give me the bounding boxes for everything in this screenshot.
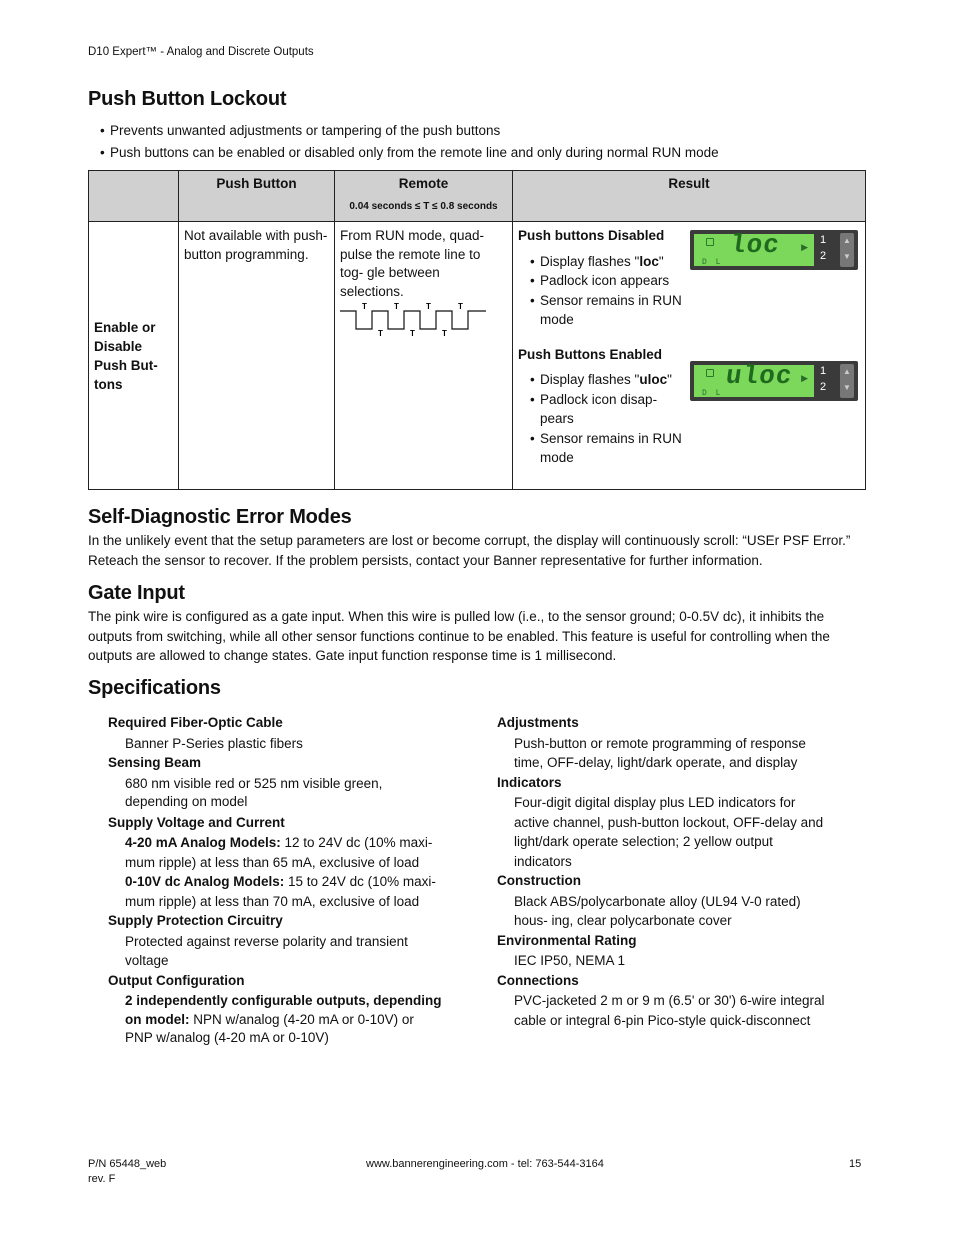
push-button-lockout-heading: Push Button Lockout: [88, 88, 287, 110]
remote-timing-subheader: 0.04 seconds ≤ T ≤ 0.8 seconds: [349, 201, 498, 212]
spec-column-right: [497, 713, 832, 1030]
result-disabled-list: [518, 252, 688, 330]
result-disabled-item-2: • Padlock icon appears: [530, 271, 688, 291]
table-header-remote: [335, 171, 513, 222]
channel-1-indicator: 1: [820, 365, 827, 377]
specifications-heading: Specifications: [88, 677, 221, 699]
spec-supply-a: 4-20 mA Analog Models: 12 to 24V dc (10% maxi- mum ripple) at less than 65 mA, exclusive of load: [125, 835, 433, 870]
spec-adjust-desc: Push-button or remote programming of response time, OFF-delay, light/dark operate, and display: [514, 735, 806, 770]
spec-output-desc: 2 independently configurable outputs, depending on model: NPN w/analog (4-20 mA or 0-10V) or PNP w/analog (4-20 mA or 0-10V): [125, 993, 442, 1045]
up-arrow-icon: ▲: [843, 367, 851, 376]
channel-2-indicator: 2: [820, 381, 827, 393]
gate-input-text: The pink wire is configured as a gate input. When this wire is pulled low (i.e., to the sensor ground; 0-0.5V dc), it inhibits the outputs from switching, while all other sensor functions continue to be enabled. This feature is useful for controlling when the outputs are allowed to change states. Gate input function response time is 1 millisecond.: [88, 609, 830, 663]
result-disabled: [518, 227, 688, 330]
self-diagnostic-text: In the unlikely event that the setup parameters are lost or become corrupt, the display will continuously scroll: “USEr PSF Error.” Reteach the sensor to recover. If the problem persists, contact your Banner representative for further information.: [88, 533, 851, 568]
spec-protection-desc: Protected against reverse polarity and transient voltage: [125, 933, 408, 968]
lockout-bullet-list: [100, 120, 719, 164]
spec-conn-desc: PVC-jacketed 2 m or 9 m (6.5' or 30') 6-wire integral cable or integral 6-pin Pico-style quick-disconnect: [514, 993, 825, 1028]
lcd-dl-indicator: D L: [702, 258, 723, 267]
lockout-bullet-2: • Push buttons can be enabled or disabled only from the remote line and only during normal RUN mode: [100, 142, 719, 164]
pulse-label-t1: T: [362, 303, 367, 311]
quad-pulse-diagram: [340, 303, 490, 337]
result-disabled-title: Push buttons Disabled: [518, 228, 665, 243]
padlock-icon: [706, 369, 714, 377]
pulse-label-t2: T: [394, 303, 399, 311]
pulse-label-t5: T: [378, 329, 383, 337]
lcd-value-uloc: uloc: [723, 361, 795, 391]
spec-conn-title: Connections: [497, 972, 579, 988]
channel-2-indicator: 2: [820, 250, 827, 262]
play-arrow-icon: ▶: [801, 242, 808, 252]
up-arrow-icon: ▲: [843, 236, 851, 245]
spec-output-title: Output Configuration: [108, 972, 245, 988]
remote-header-label: Remote: [398, 176, 449, 191]
result-cell: [513, 222, 866, 490]
spec-supply-title: Supply Voltage and Current: [108, 814, 285, 830]
channel-indicators: [820, 363, 826, 395]
spec-protection-title: Supply Protection Circuitry: [108, 913, 283, 928]
spec-supply-b: 0-10V dc Analog Models: 15 to 24V dc (10% maxi- mum ripple) at less than 70 mA, exclusive of load: [125, 874, 436, 909]
spec-beam-desc: 680 nm visible red or 525 nm visible green, depending on model: [125, 775, 383, 809]
footer-part-number: P/N 65448_web: [88, 1158, 167, 1170]
result-disabled-item-3: • Sensor remains in RUN mode: [530, 291, 688, 330]
push-button-pair: [840, 364, 854, 398]
lcd-value-loc: loc: [727, 230, 782, 260]
spec-indicators-desc: Four-digit digital display plus LED indicators for active channel, push-button lockout, OFF-delay and light/dark operate selection; 2 yellow output indicators: [514, 795, 824, 869]
remote-cell: [335, 222, 513, 490]
spec-env-title: Environmental Rating: [497, 932, 637, 948]
pulse-label-t4: T: [458, 303, 463, 311]
remote-instruction: From RUN mode, quad- pulse the remote line to tog- gle between selections.: [340, 228, 485, 299]
push-button-cell: Not available with push- button programming.: [179, 222, 335, 490]
footer-revision: rev. F: [88, 1173, 116, 1185]
push-button-pair: [840, 233, 854, 267]
padlock-icon: [706, 238, 714, 246]
pulse-label-t6: T: [410, 329, 415, 337]
result-enabled-item-3: • Sensor remains in RUN mode: [530, 429, 688, 468]
lockout-table: [88, 170, 866, 490]
down-arrow-icon: ▼: [843, 252, 851, 261]
running-header: D10 Expert™ - Analog and Discrete Outputs: [88, 46, 314, 58]
result-enabled: [518, 346, 688, 468]
channel-1-indicator: 1: [820, 234, 827, 246]
result-enabled-title: Push Buttons Enabled: [518, 346, 663, 362]
lcd-screen: [694, 230, 814, 267]
spec-column-left: [108, 713, 443, 1048]
lcd-dl-indicator: D L: [702, 389, 723, 398]
down-arrow-icon: ▼: [843, 383, 851, 392]
spec-indicators-title: Indicators: [497, 774, 562, 790]
footer-contact: www.bannerengineering.com - tel: 763-544-3164: [366, 1158, 604, 1170]
row-label-enable-disable: Enable or Disable Push But- tons: [89, 222, 179, 490]
result-enabled-list: [518, 370, 688, 468]
pulse-label-t7: T: [442, 329, 447, 337]
lcd-screen: [694, 361, 814, 398]
lcd-display-locked: [690, 230, 858, 270]
lcd-display-unlocked: [690, 361, 858, 401]
spec-env-desc: IEC IP50, NEMA 1: [514, 953, 626, 968]
footer-part-info: [88, 1157, 166, 1187]
self-diagnostic-heading: Self-Diagnostic Error Modes: [88, 506, 352, 528]
result-disabled-item-1: • Display flashes "loc": [530, 252, 688, 272]
spec-adjust-title: Adjustments: [497, 715, 579, 730]
footer-page-number: 15: [849, 1158, 862, 1170]
spec-fiber-title: Required Fiber-Optic Cable: [108, 715, 283, 730]
result-enabled-item-2: • Padlock icon disap- pears: [530, 390, 688, 429]
spec-fiber-desc: Banner P-Series plastic fibers: [125, 735, 303, 751]
lockout-bullet-1: • Prevents unwanted adjustments or tampering of the push buttons: [100, 120, 719, 142]
spec-beam-title: Sensing Beam: [108, 755, 202, 770]
result-enabled-item-1: • Display flashes "uloc": [530, 370, 688, 390]
table-header-push-button: Push Button: [179, 171, 335, 222]
table-header-empty: [89, 171, 179, 222]
spec-construction-title: Construction: [497, 873, 581, 888]
play-arrow-icon: ▶: [801, 373, 808, 383]
pulse-label-t3: T: [426, 303, 431, 311]
channel-indicators: [820, 232, 826, 264]
table-header-result: Result: [513, 171, 866, 222]
spec-construction-desc: Black ABS/polycarbonate alloy (UL94 V-0 rated) hous- ing, clear polycarbonate cover: [514, 893, 801, 928]
gate-input-heading: Gate Input: [88, 582, 185, 604]
